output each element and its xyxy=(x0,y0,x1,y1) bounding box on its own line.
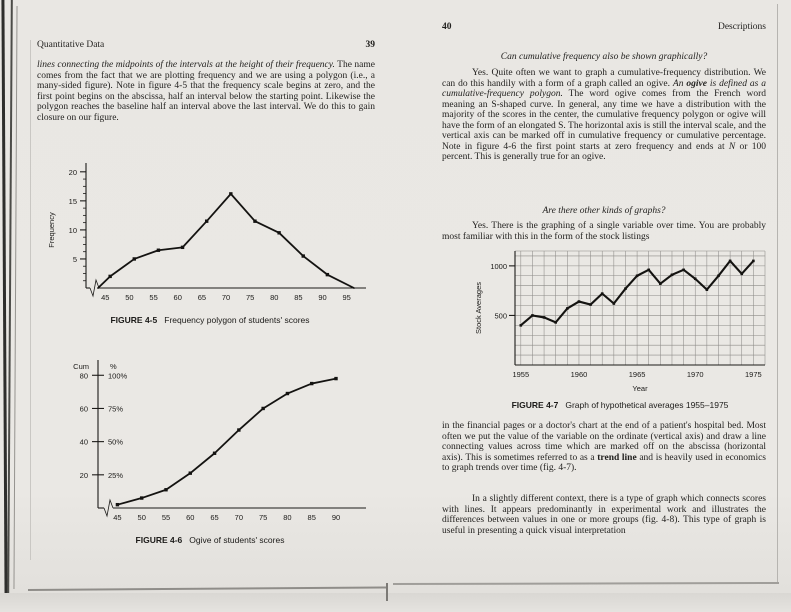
svg-text:1955: 1955 xyxy=(512,370,530,379)
svg-text:50: 50 xyxy=(137,513,146,522)
question-other-graphs: Are there other kinds of graphs? xyxy=(542,206,666,216)
svg-text:55: 55 xyxy=(149,293,158,302)
para1-seg: or 100 percent. This is generally true for an ogive. xyxy=(442,141,766,162)
para1-seg: is defined as a cumulative-frequency polygon. xyxy=(442,78,767,99)
question-cumulative-frequency: Can cumulative frequency also be shown graphically? xyxy=(500,52,708,62)
figure-4-7 xyxy=(470,247,770,410)
figure-4-5 xyxy=(40,160,380,325)
svg-text:85: 85 xyxy=(307,513,316,522)
svg-text:20: 20 xyxy=(79,470,88,480)
figure-4-7-label: FIGURE 4-7 xyxy=(511,400,559,410)
svg-text:45: 45 xyxy=(113,513,122,522)
svg-text:15: 15 xyxy=(68,196,77,206)
svg-text:65: 65 xyxy=(197,293,207,302)
svg-text:80: 80 xyxy=(283,513,292,522)
svg-text:%: % xyxy=(110,362,117,371)
svg-text:90: 90 xyxy=(331,513,341,522)
svg-text:70: 70 xyxy=(221,293,231,302)
figure-4-5-title: Frequency polygon of students' scores xyxy=(164,315,310,325)
svg-text:1965: 1965 xyxy=(628,370,646,379)
svg-text:55: 55 xyxy=(161,513,171,522)
svg-text:1960: 1960 xyxy=(570,370,588,379)
svg-text:Cum: Cum xyxy=(73,362,89,371)
svg-text:80: 80 xyxy=(79,371,88,381)
book-spine-edge-line xyxy=(13,6,17,589)
svg-text:40: 40 xyxy=(79,437,88,447)
svg-text:80: 80 xyxy=(270,293,279,302)
figure-4-6-caption xyxy=(40,535,380,545)
right-running-title: Descriptions xyxy=(717,22,766,32)
para1-seg: An xyxy=(672,78,687,89)
svg-text:25%: 25% xyxy=(108,470,124,480)
svg-text:100%: 100% xyxy=(108,371,128,381)
svg-text:75%: 75% xyxy=(108,404,124,414)
svg-text:1975: 1975 xyxy=(745,370,762,379)
svg-text:10: 10 xyxy=(68,225,77,235)
svg-text:45: 45 xyxy=(101,293,110,302)
svg-text:60: 60 xyxy=(186,513,195,522)
svg-text:1000: 1000 xyxy=(490,261,507,271)
svg-text:95: 95 xyxy=(342,293,351,302)
page-curl-line xyxy=(30,40,31,560)
right-paragraph-2: Yes. There is the graphing of a single variable over time. You are probably most familiar with this in the form of the stock listings xyxy=(442,221,766,242)
page-gutter-bottom-edge xyxy=(386,583,388,601)
right-page-bottom-edge xyxy=(393,582,779,585)
left-page-number: 39 xyxy=(365,40,375,50)
svg-text:65: 65 xyxy=(210,513,219,522)
paragraph-italic-lead: lines connecting the midpoints of the intervals at the height of their frequency. xyxy=(37,60,335,70)
svg-text:50%: 50% xyxy=(108,437,124,447)
svg-text:Stock Averages: Stock Averages xyxy=(474,282,483,334)
frequency-polygon-chart xyxy=(40,160,380,312)
figure-4-6 xyxy=(40,356,380,545)
svg-text:75: 75 xyxy=(245,293,255,302)
book-spine-edge-line xyxy=(1,0,7,600)
svg-text:60: 60 xyxy=(173,293,182,302)
svg-text:Year: Year xyxy=(632,384,648,393)
right-running-head xyxy=(442,22,766,33)
svg-text:50: 50 xyxy=(125,293,134,302)
right-paragraph-4: In a slightly different context, there is a type of graph which connects scores with lines. It appears predominantly in experimental work and illustrates the differences between values in one or more groups (fig. 4-8). This type of graph is useful in presenting a quick visual interpretation xyxy=(442,494,766,536)
right-page-edge xyxy=(777,4,778,582)
book-spine-edge-line xyxy=(7,0,13,597)
svg-text:75: 75 xyxy=(258,513,268,522)
left-running-head xyxy=(37,40,375,51)
svg-text:60: 60 xyxy=(79,404,88,414)
figure-4-6-title: Ogive of students' scores xyxy=(189,535,285,545)
paragraph-rest: The name comes from the fact that we are plotting frequency and we are using a polygon (i.e., a many-sided figure). Note in figure 4-5 that the frequency scale begins at zero, and the first point begins on the abscissa, half an interval below the starting point. Likewise the polygon reaches the baseline half an interval above the last interval. We do this to gain closure on our figure. xyxy=(37,60,376,123)
para3-seg: in the financial pages or a doctor's chart at the end of a patient's hospital bed. Most often we put the value of the variable on the ordinate (vertical axis) and draw a line connecting values across time which are marked off on the abscissa (horizontal axis). This is sometimes referred to as a xyxy=(442,421,766,463)
left-running-title: Quantitative Data xyxy=(37,40,105,50)
svg-text:500: 500 xyxy=(494,311,507,321)
svg-text:1970: 1970 xyxy=(686,370,704,379)
svg-text:5: 5 xyxy=(72,254,77,264)
para1-seg-N: N xyxy=(728,141,736,152)
svg-text:85: 85 xyxy=(294,293,303,302)
right-paragraph-3 xyxy=(442,421,766,474)
svg-text:20: 20 xyxy=(68,167,77,177)
figure-4-7-caption xyxy=(470,400,770,410)
figure-4-6-label: FIGURE 4-6 xyxy=(135,535,183,545)
left-page-bottom-edge xyxy=(28,587,386,591)
svg-text:70: 70 xyxy=(234,513,244,522)
ogive-chart xyxy=(40,356,380,532)
figure-4-5-caption xyxy=(40,315,380,325)
para1-seg-ogive-term: ogive xyxy=(686,78,707,89)
para3-trend-line-term: trend line xyxy=(597,452,637,463)
svg-text:Frequency: Frequency xyxy=(47,212,56,248)
para1-seg: Yes. Quite often we want to graph a cumulative-frequency distribution. We can do this handily with a form of a graph called an ogive. xyxy=(442,68,766,89)
figure-4-5-label: FIGURE 4-5 xyxy=(110,315,158,325)
right-page-number: 40 xyxy=(442,22,452,32)
figure-4-7-title: Graph of hypothetical averages 1955–1975 xyxy=(565,400,729,410)
svg-text:90: 90 xyxy=(318,293,327,302)
right-paragraph-1 xyxy=(442,68,766,163)
left-paragraph xyxy=(37,60,375,123)
trend-line-chart xyxy=(470,247,770,397)
bottom-scan-shadow xyxy=(0,593,791,612)
para3-seg: and is heavily used in economics to graph trends over time (fig. 4-7). xyxy=(442,452,766,473)
para1-seg: The word ogive comes from the French word meaning an S-shaped curve. In general, any time we have a distribution with the majority of the scores in the center, the cumulative frequency polygon or ogive will have the form of an elongated S. The horizontal axis is still the interval scale, and the vertical axis can be marked off in cumulative frequency or cumulative percentage. Note in figure 4-6 the first point starts at zero frequency and ends at xyxy=(442,89,766,152)
